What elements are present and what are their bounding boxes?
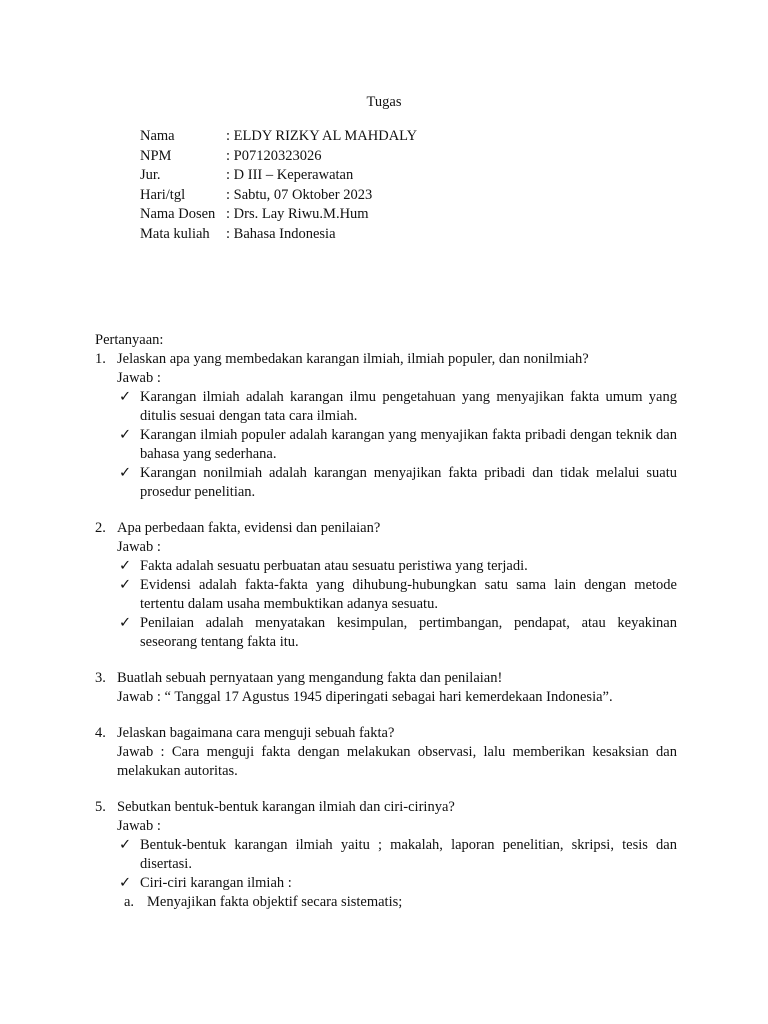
info-row-nama	[140, 127, 417, 147]
answer-point	[117, 614, 677, 652]
answer-label: Jawab :	[117, 539, 161, 555]
question-3	[95, 669, 677, 707]
info-row-dosen	[140, 205, 417, 225]
info-value: : Sabtu, 07 Oktober 2023	[226, 186, 373, 203]
question-number: 4.	[95, 725, 106, 741]
info-row-mata-kuliah	[140, 225, 417, 245]
answer-text: Jawab : Cara menguji fakta dengan melakukan observasi, lalu memberikan kesaksian dan melakukan autoritas.	[117, 744, 677, 779]
question-number: 5.	[95, 799, 106, 815]
answer-point	[117, 836, 677, 874]
info-value: : Bahasa Indonesia	[226, 225, 336, 242]
answer-point-text: Ciri-ciri karangan ilmiah :	[140, 875, 292, 891]
question-5	[95, 798, 677, 912]
answer-point	[117, 576, 677, 614]
info-row-jurusan	[140, 166, 417, 186]
questions-section	[95, 331, 677, 912]
info-label: Hari/tgl	[140, 186, 186, 203]
question-text: Jelaskan apa yang membedakan karangan ilmiah, ilmiah populer, dan nonilmiah?	[117, 351, 589, 367]
checkmark-icon: ✓	[119, 427, 132, 443]
answer-point-text: Karangan nonilmiah adalah karangan menyajikan fakta pribadi dan tidak melalui suatu prosedur penelitian.	[140, 465, 677, 500]
answer-label: Jawab :	[117, 818, 161, 834]
sub-item	[116, 893, 677, 912]
info-value: : Drs. Lay Riwu.M.Hum	[226, 206, 369, 223]
question-2	[95, 519, 677, 652]
checkmark-icon: ✓	[119, 558, 132, 574]
checkmark-icon: ✓	[119, 615, 132, 631]
answer-point-text: Karangan ilmiah populer adalah karangan yang menyajikan fakta pribadi dengan teknik dan bahasa yang sederhana.	[140, 427, 677, 462]
question-1	[95, 350, 677, 502]
answer-point-text: Bentuk-bentuk karangan ilmiah yaitu ; makalah, laporan penelitian, skripsi, tesis dan disertasi.	[140, 837, 677, 872]
info-label: Nama	[140, 128, 175, 144]
answer-point-text: Karangan ilmiah adalah karangan ilmu pengetahuan yang menyajikan fakta umum yang ditulis sesuai dengan tata cara ilmiah.	[140, 389, 677, 424]
answer-point	[117, 426, 677, 464]
info-row-npm	[140, 147, 417, 167]
question-text: Apa perbedaan fakta, evidensi dan penilaian?	[117, 520, 381, 536]
checkmark-icon: ✓	[119, 389, 132, 405]
question-number: 1.	[95, 351, 106, 367]
info-label: NPM	[140, 147, 172, 164]
answer-point	[117, 874, 677, 893]
info-label: Mata kuliah	[140, 225, 210, 242]
question-4	[95, 724, 677, 781]
student-info-table	[140, 127, 417, 245]
answer-point-text: Evidensi adalah fakta-fakta yang dihubung-hubungkan satu sama lain dengan metode tertentu dalam usaha membuktikan adanya sesuatu.	[140, 577, 677, 612]
info-label: Nama Dosen	[140, 206, 216, 223]
answer-point	[117, 557, 677, 576]
checkmark-icon: ✓	[119, 465, 132, 481]
question-text: Buatlah sebuah pernyataan yang mengandung fakta dan penilaian!	[117, 670, 503, 686]
answer-point-text: Penilaian adalah menyatakan kesimpulan, pertimbangan, pendapat, atau keyakinan seseorang tentang fakta itu.	[140, 615, 677, 650]
answer-text: Jawab : “ Tanggal 17 Agustus 1945 diperingati sebagai hari kemerdekaan Indonesia”.	[117, 689, 613, 705]
sub-item-text: Menyajikan fakta objektif secara sistematis;	[147, 894, 403, 910]
sub-item-letter: a.	[124, 894, 135, 910]
answer-point	[117, 388, 677, 426]
question-number: 2.	[95, 520, 106, 536]
info-row-hari-tgl	[140, 186, 417, 206]
info-value: : ELDY RIZKY AL MAHDALY	[226, 128, 418, 144]
answer-point-text: Fakta adalah sesuatu perbuatan atau sesuatu peristiwa yang terjadi.	[140, 558, 528, 574]
info-value: : D III – Keperawatan	[226, 167, 354, 184]
checkmark-icon: ✓	[119, 577, 132, 593]
answer-point	[117, 464, 677, 502]
page-title: Tugas	[366, 94, 402, 110]
checkmark-icon: ✓	[119, 837, 132, 853]
section-heading: Pertanyaan:	[95, 332, 164, 348]
info-label: Jur.	[140, 167, 161, 184]
question-text: Jelaskan bagaimana cara menguji sebuah fakta?	[117, 725, 395, 741]
question-number: 3.	[95, 670, 106, 686]
question-text: Sebutkan bentuk-bentuk karangan ilmiah dan ciri-cirinya?	[117, 799, 455, 815]
checkmark-icon: ✓	[119, 875, 132, 891]
answer-label: Jawab :	[117, 370, 161, 386]
info-value: : P07120323026	[226, 147, 322, 164]
